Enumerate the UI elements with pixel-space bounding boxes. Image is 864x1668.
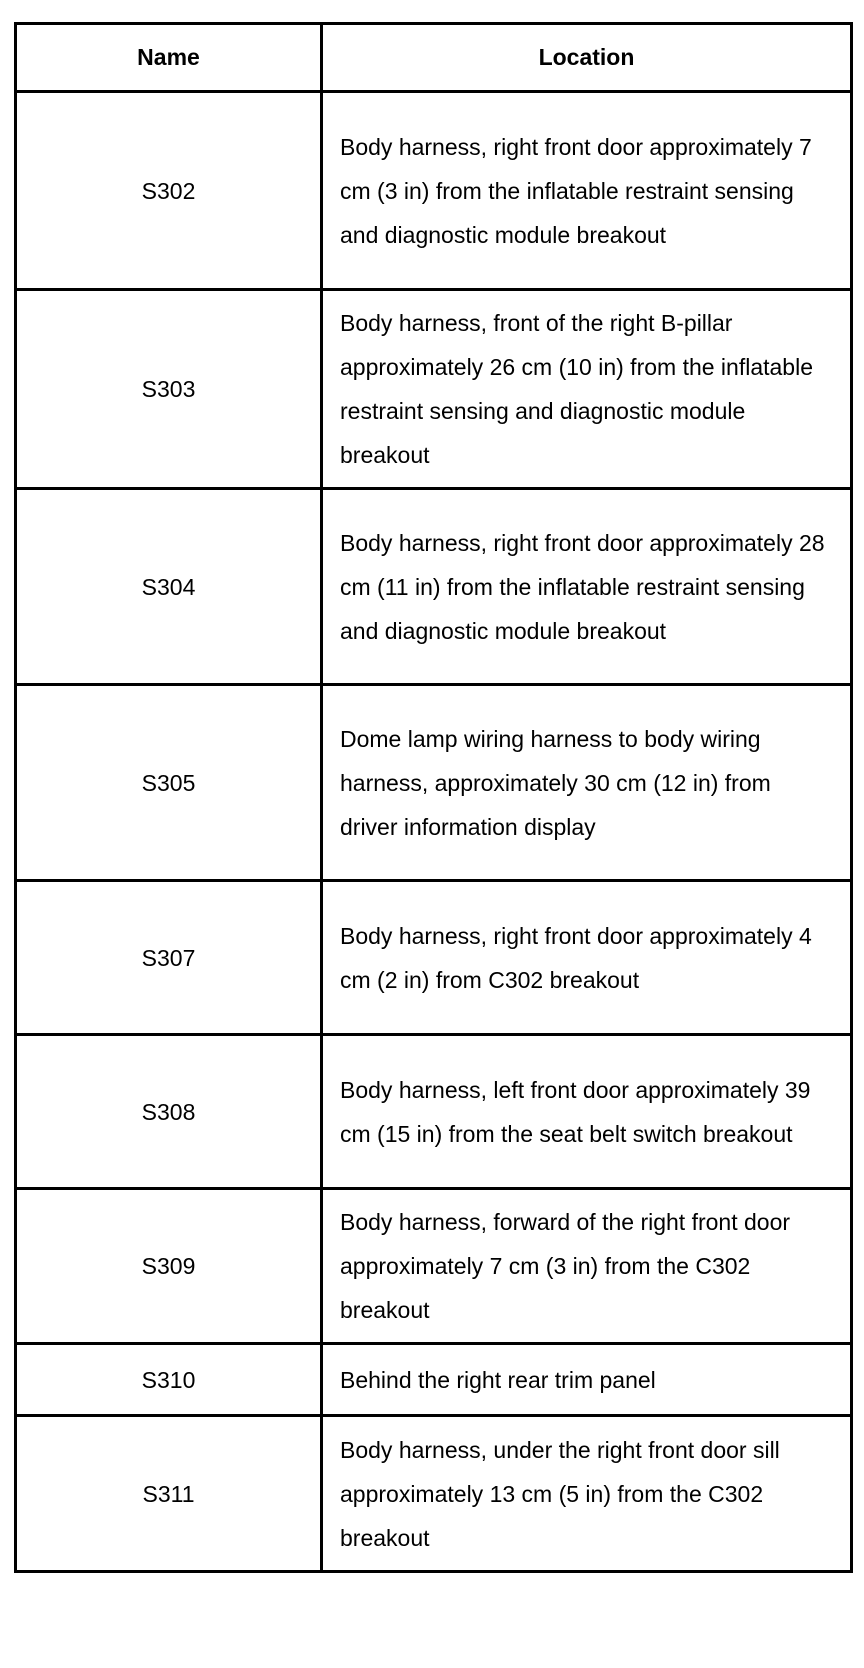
splice-name-cell: S305 (16, 685, 322, 881)
table-row (16, 881, 852, 1035)
table-row (16, 92, 852, 290)
splice-location-cell: Behind the right rear trim panel (322, 1344, 852, 1416)
splice-name-cell: S311 (16, 1416, 322, 1572)
table-row (16, 685, 852, 881)
column-header-location: Location (322, 24, 852, 92)
splice-location-cell: Body harness, right front door approximately 4 cm (2 in) from C302 breakout (322, 881, 852, 1035)
column-header-name: Name (16, 24, 322, 92)
table-row (16, 489, 852, 685)
splice-location-cell: Body harness, right front door approximately 7 cm (3 in) from the inflatable restraint sensing and diagnostic module breakout (322, 92, 852, 290)
table-row (16, 1035, 852, 1189)
table-header-row (16, 24, 852, 92)
splice-name-cell: S307 (16, 881, 322, 1035)
splice-location-cell: Body harness, forward of the right front door approximately 7 cm (3 in) from the C302 breakout (322, 1189, 852, 1344)
splice-location-cell: Dome lamp wiring harness to body wiring harness, approximately 30 cm (12 in) from driver information display (322, 685, 852, 881)
splice-location-cell: Body harness, under the right front door sill approximately 13 cm (5 in) from the C302 breakout (322, 1416, 852, 1572)
splice-name-cell: S304 (16, 489, 322, 685)
table-row (16, 1416, 852, 1572)
splice-location-cell: Body harness, left front door approximately 39 cm (15 in) from the seat belt switch breakout (322, 1035, 852, 1189)
splice-name-cell: S303 (16, 290, 322, 489)
splice-location-cell: Body harness, front of the right B-pillar approximately 26 cm (10 in) from the inflatable restraint sensing and diagnostic module breakout (322, 290, 852, 489)
splice-name-cell: S309 (16, 1189, 322, 1344)
table-row (16, 1189, 852, 1344)
splice-location-table (14, 22, 853, 1573)
splice-name-cell: S310 (16, 1344, 322, 1416)
splice-name-cell: S302 (16, 92, 322, 290)
splice-name-cell: S308 (16, 1035, 322, 1189)
table-row (16, 1344, 852, 1416)
table-row (16, 290, 852, 489)
splice-location-cell: Body harness, right front door approximately 28 cm (11 in) from the inflatable restraint sensing and diagnostic module breakout (322, 489, 852, 685)
